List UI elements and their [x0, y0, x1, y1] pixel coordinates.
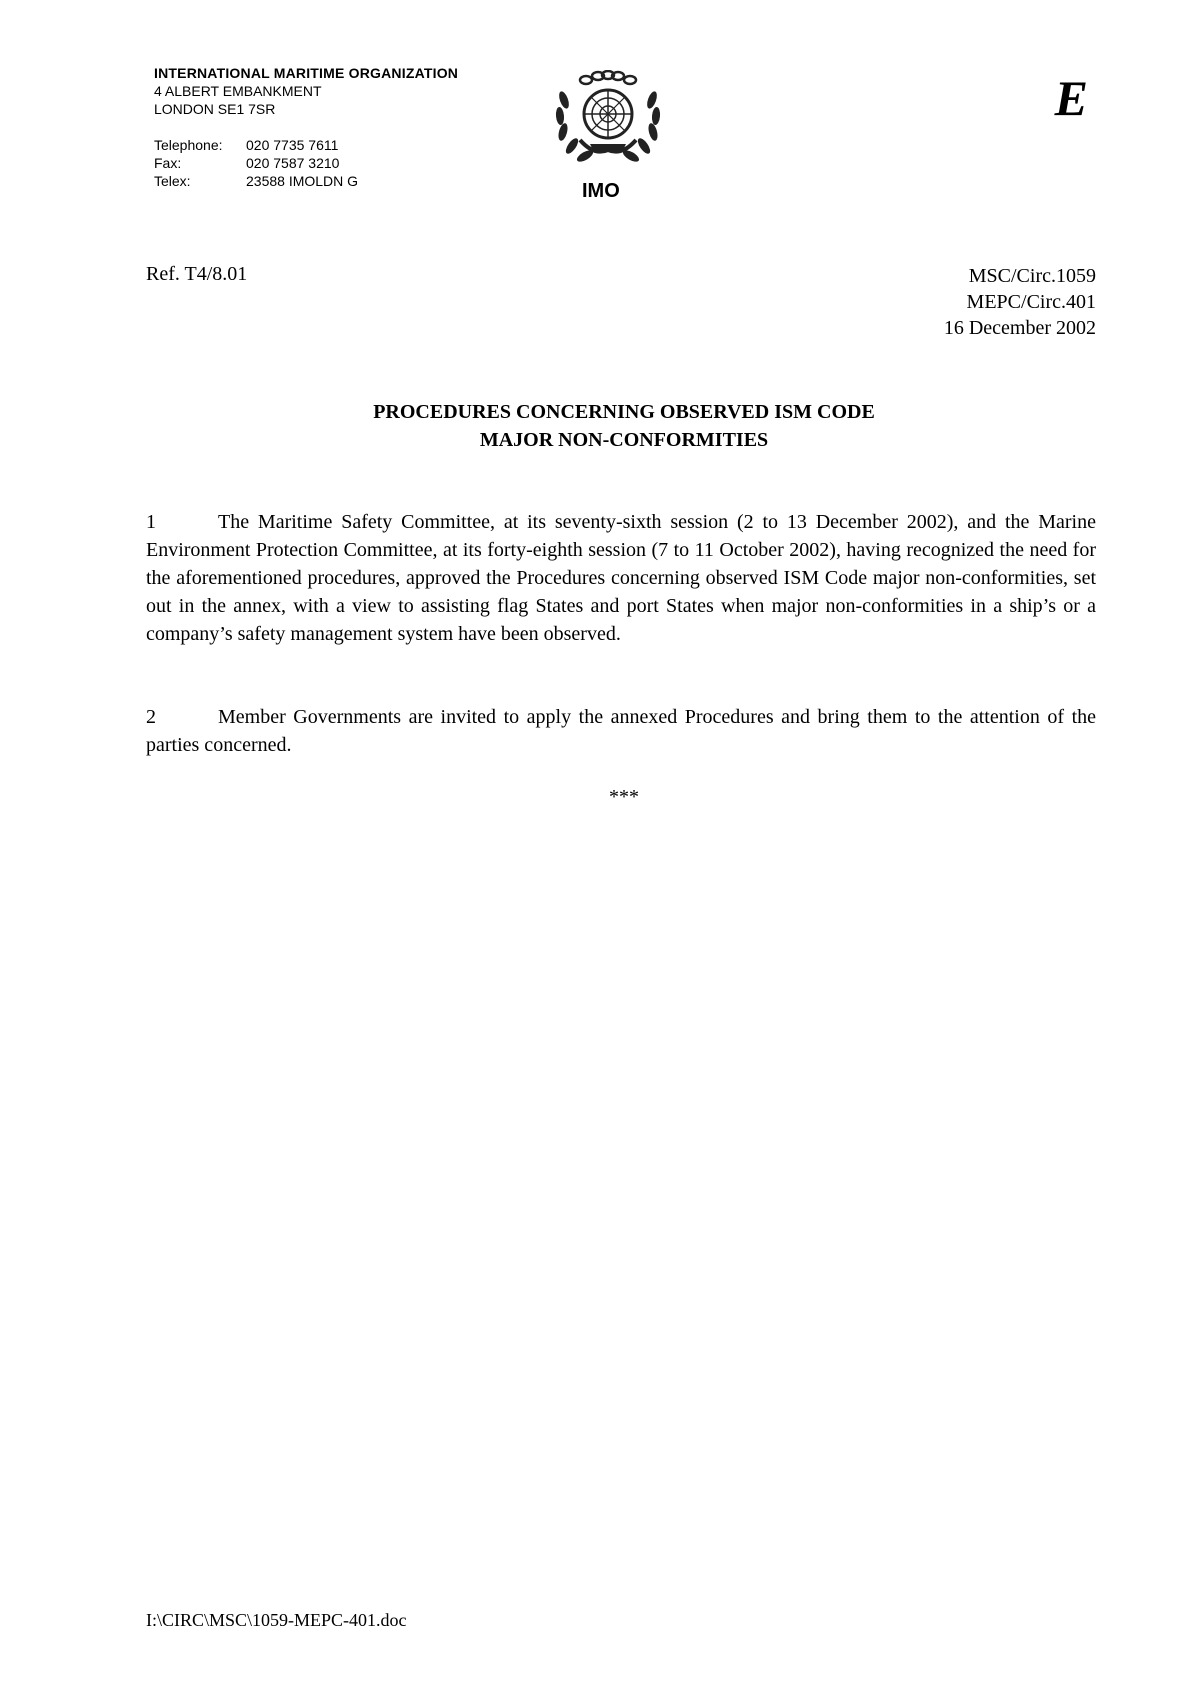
organization-name: INTERNATIONAL MARITIME ORGANIZATION — [154, 65, 459, 81]
address-line-1: 4 ALBERT EMBANKMENT — [154, 83, 322, 99]
paragraph-number: 1 — [146, 511, 156, 533]
contact-row-telex — [154, 172, 458, 190]
imo-emblem-icon — [550, 70, 666, 170]
contact-label: Telex: — [154, 173, 191, 189]
document-title — [0, 398, 1200, 454]
file-path-footer: I:\CIRC\MSC\1059-MEPC-401.doc — [146, 1610, 407, 1630]
language-mark: E — [1054, 70, 1088, 126]
section-separator: *** — [609, 786, 639, 808]
paragraph-text: The Maritime Safety Committee, at its seventy-sixth session (2 to 13 December 2002), and the Marine Environment Protection Committee, at its forty-eighth session (7 to 11 October 2002), having recognized the need for the aforementioned procedures, approved the Procedures concerning observed ISM Code major non-conformities, set out in the annex, with a view to assisting flag States and port States when major non-conformities in a ship’s or a company’s safety management system have been observed. — [146, 511, 1096, 645]
organization-header — [154, 64, 458, 190]
msc-circular-number: MSC/Circ.1059 — [968, 265, 1096, 287]
contact-label: Fax: — [154, 155, 182, 171]
reference-number: Ref. T4/8.01 — [146, 263, 248, 285]
paragraph-number: 2 — [146, 706, 156, 728]
title-line-2: MAJOR NON-CONFORMITIES — [479, 429, 769, 451]
contact-row-fax — [154, 154, 458, 172]
contact-details — [154, 136, 458, 190]
paragraph-2 — [146, 703, 1096, 759]
contact-row-telephone — [154, 136, 458, 154]
contact-value: 020 7735 7611 — [246, 137, 339, 153]
paragraph-text: Member Governments are invited to apply the annexed Procedures and bring them to the attention of the parties concerned. — [146, 706, 1096, 756]
title-line-1: PROCEDURES CONCERNING OBSERVED ISM CODE — [373, 401, 875, 423]
chain — [580, 71, 636, 84]
contact-label: Telephone: — [154, 137, 223, 153]
contact-value: 020 7587 3210 — [246, 155, 340, 171]
document-identifiers — [944, 263, 1096, 341]
contact-value: 23588 IMOLDN G — [246, 173, 359, 189]
paragraph-1 — [146, 508, 1096, 648]
address-line-2: LONDON SE1 7SR — [154, 101, 276, 117]
mepc-circular-number: MEPC/Circ.401 — [966, 291, 1096, 313]
imo-logo-label: IMO — [582, 180, 620, 202]
document-date: 16 December 2002 — [943, 317, 1096, 339]
